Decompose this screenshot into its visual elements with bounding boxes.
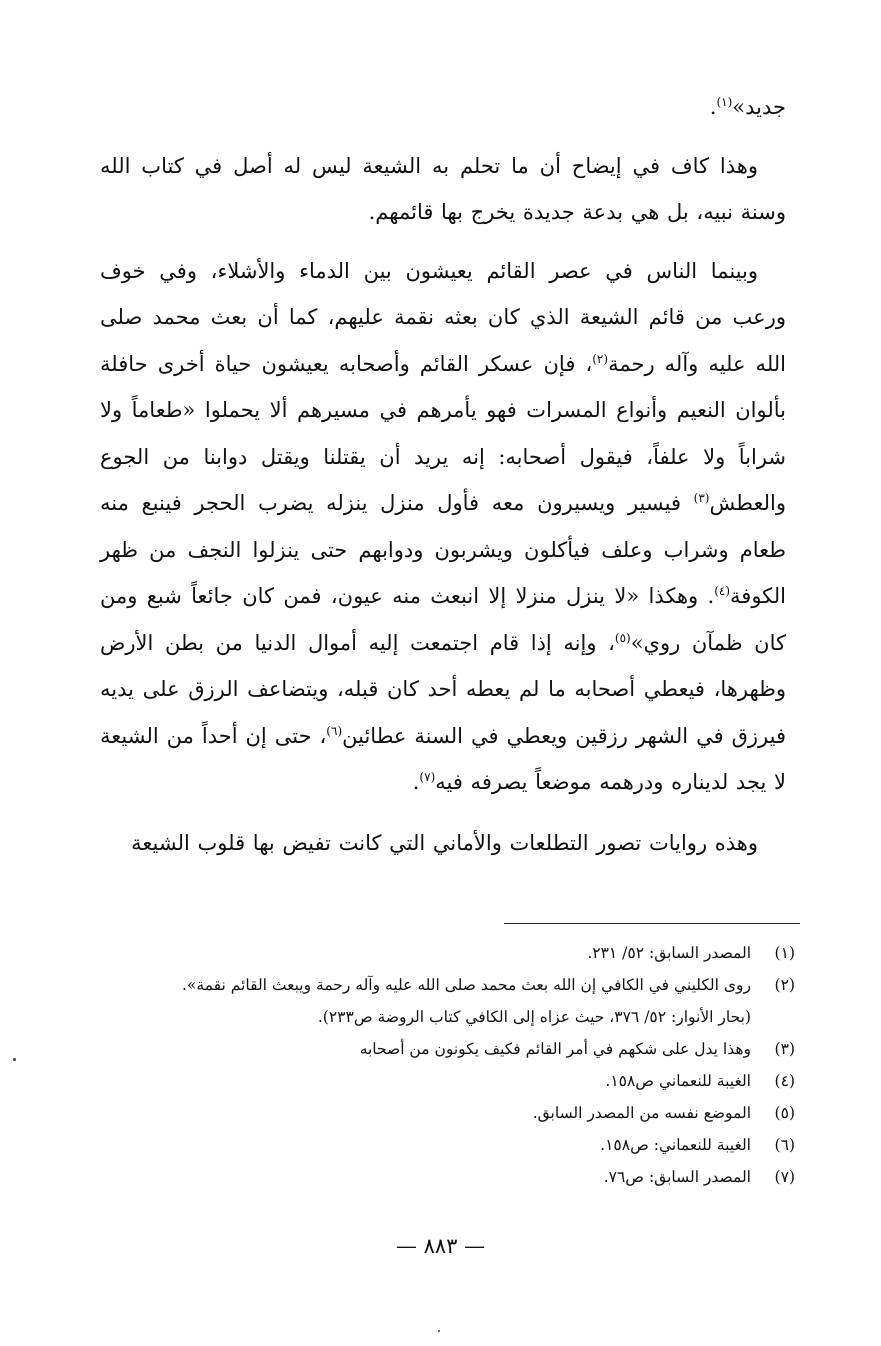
footnote-text: الموضع نفسه من المصدر السابق. bbox=[532, 1104, 751, 1122]
footnote-text-block bbox=[100, 969, 751, 1033]
main-text bbox=[100, 84, 786, 866]
paragraph-3-part-e: ، وإنه إذا قام اجتمعت إليه أموال الدنيا من بطن الأرض وظهرها، فيعطي أصحابه ما لم يعطه أحد كان قبله، ويتضاعف الرزق على يديه فيرزق في الشهر رزقين ويعطي في السنة عطائين bbox=[100, 630, 786, 748]
page-number: — ٨٨٣ — bbox=[395, 1234, 486, 1258]
paragraph-1 bbox=[100, 84, 786, 131]
footnote-1 bbox=[100, 937, 795, 969]
footnote-text: وهذا يدل على شكهم في أمر القائم فكيف يكونون من أصحابه bbox=[359, 1040, 751, 1058]
paragraph-3-part-b: ، فإن عسكر القائم وأصحابه يعيشون حياة أخرى حافلة بألوان النعيم وأنواع المسرات فهو يأمرهم في مسيرهم ألا يحملوا «طعاماً ولا شراباً ولا علفاً، فيقول أصحابه: إنه يريد أن يقتلنا ويقتل دوابنا من الجوع والعطش bbox=[100, 351, 786, 515]
paragraph-3-part-d: . وهكذا «لا ينزل منزلا إلا انبعث منه عيون، فمن كان جائعاً شبع ومن كان ظمآن روي» bbox=[100, 584, 786, 655]
footnote-text: روى الكليني في الكافي إن الله بعث محمد صلى الله عليه وآله رحمة ويبعث القائم نقمة». bbox=[182, 976, 751, 994]
paragraph-1-end: . bbox=[709, 95, 717, 119]
footnote-text: المصدر السابق: ص٧٦. bbox=[603, 1168, 751, 1186]
paragraph-3-part-c: فيسير ويسيرون معه فأول منزل ينزله يضرب الحجر فينبع منه طعام وشراب وعلف فيأكلون ويشربون ودوابهم حتى ينزلوا النجف من ظهر الكوفة bbox=[100, 491, 786, 608]
footnote-text: الغيبة للنعماني: ص١٥٨. bbox=[600, 1136, 751, 1154]
footnote-5 bbox=[100, 1097, 795, 1129]
footnote-ref-2: (٢) bbox=[592, 351, 609, 366]
footnote-6 bbox=[100, 1129, 795, 1161]
footnote-ref-5: (٥) bbox=[614, 630, 631, 645]
scan-speck bbox=[13, 1058, 16, 1061]
footnote-ref-6: (٦) bbox=[326, 723, 343, 738]
paragraph-4: وهذه روايات تصور التطلعات والأماني التي كانت تفيض بها قلوب الشيعة bbox=[131, 830, 758, 855]
paragraph-3-part-f: ، حتى إن أحداً من الشيعة لا يجد لديناره ودرهمه موضعاً يصرفه فيه bbox=[100, 723, 786, 794]
footnote-number: (٢) bbox=[774, 976, 795, 994]
paragraph-3-part-a: وبينما الناس في عصر القائم يعيشون بين الدماء والأشلاء، وفي خوف ورعب من قائم الشيعة الذي كان بعثه نقمة عليهم، كما أن بعث محمد صلى الله عليه وآله رحمة bbox=[100, 258, 787, 376]
footnote-number: (٣) bbox=[774, 1040, 795, 1058]
footnote-number: (٤) bbox=[774, 1072, 795, 1090]
footnote-2 bbox=[100, 969, 795, 1033]
scan-speck bbox=[438, 1330, 440, 1332]
footnote-ref-3: (٣) bbox=[693, 491, 710, 505]
footnote-3 bbox=[100, 1033, 795, 1065]
footnote-text: الغيبة للنعماني ص١٥٨. bbox=[605, 1072, 751, 1090]
footnote-ref-1: (١) bbox=[716, 95, 733, 109]
paragraph-1-text: جديد» bbox=[732, 95, 786, 119]
footnote-number: (١) bbox=[774, 944, 795, 962]
footnote-number: (٧) bbox=[774, 1168, 795, 1186]
footnotes bbox=[100, 937, 795, 1193]
paragraph-3-part-g: . bbox=[412, 770, 420, 794]
footnote-separator bbox=[504, 923, 800, 924]
footnote-text-continued: (بحار الأنوار: ٥٢/ ٣٧٦، حيث عزاه إلى الكافي كتاب الروضة ص٢٣٣). bbox=[317, 1008, 751, 1026]
footnote-7 bbox=[100, 1161, 795, 1193]
paragraph-2: وهذا كاف في إيضاح أن ما تحلم به الشيعة ليس له أصل في كتاب الله وسنة نبيه، بل هي بدعة جديدة يخرج بها قائمهم. bbox=[100, 153, 786, 224]
footnote-ref-7: (٧) bbox=[419, 770, 436, 784]
footnote-text: المصدر السابق: ٥٢/ ٢٣١. bbox=[587, 944, 751, 962]
footnote-number: (٥) bbox=[774, 1104, 795, 1122]
footnote-4 bbox=[100, 1065, 795, 1097]
paragraph-3 bbox=[100, 248, 786, 806]
footnote-ref-4: (٤) bbox=[714, 584, 731, 598]
footnote-number: (٦) bbox=[774, 1136, 795, 1154]
